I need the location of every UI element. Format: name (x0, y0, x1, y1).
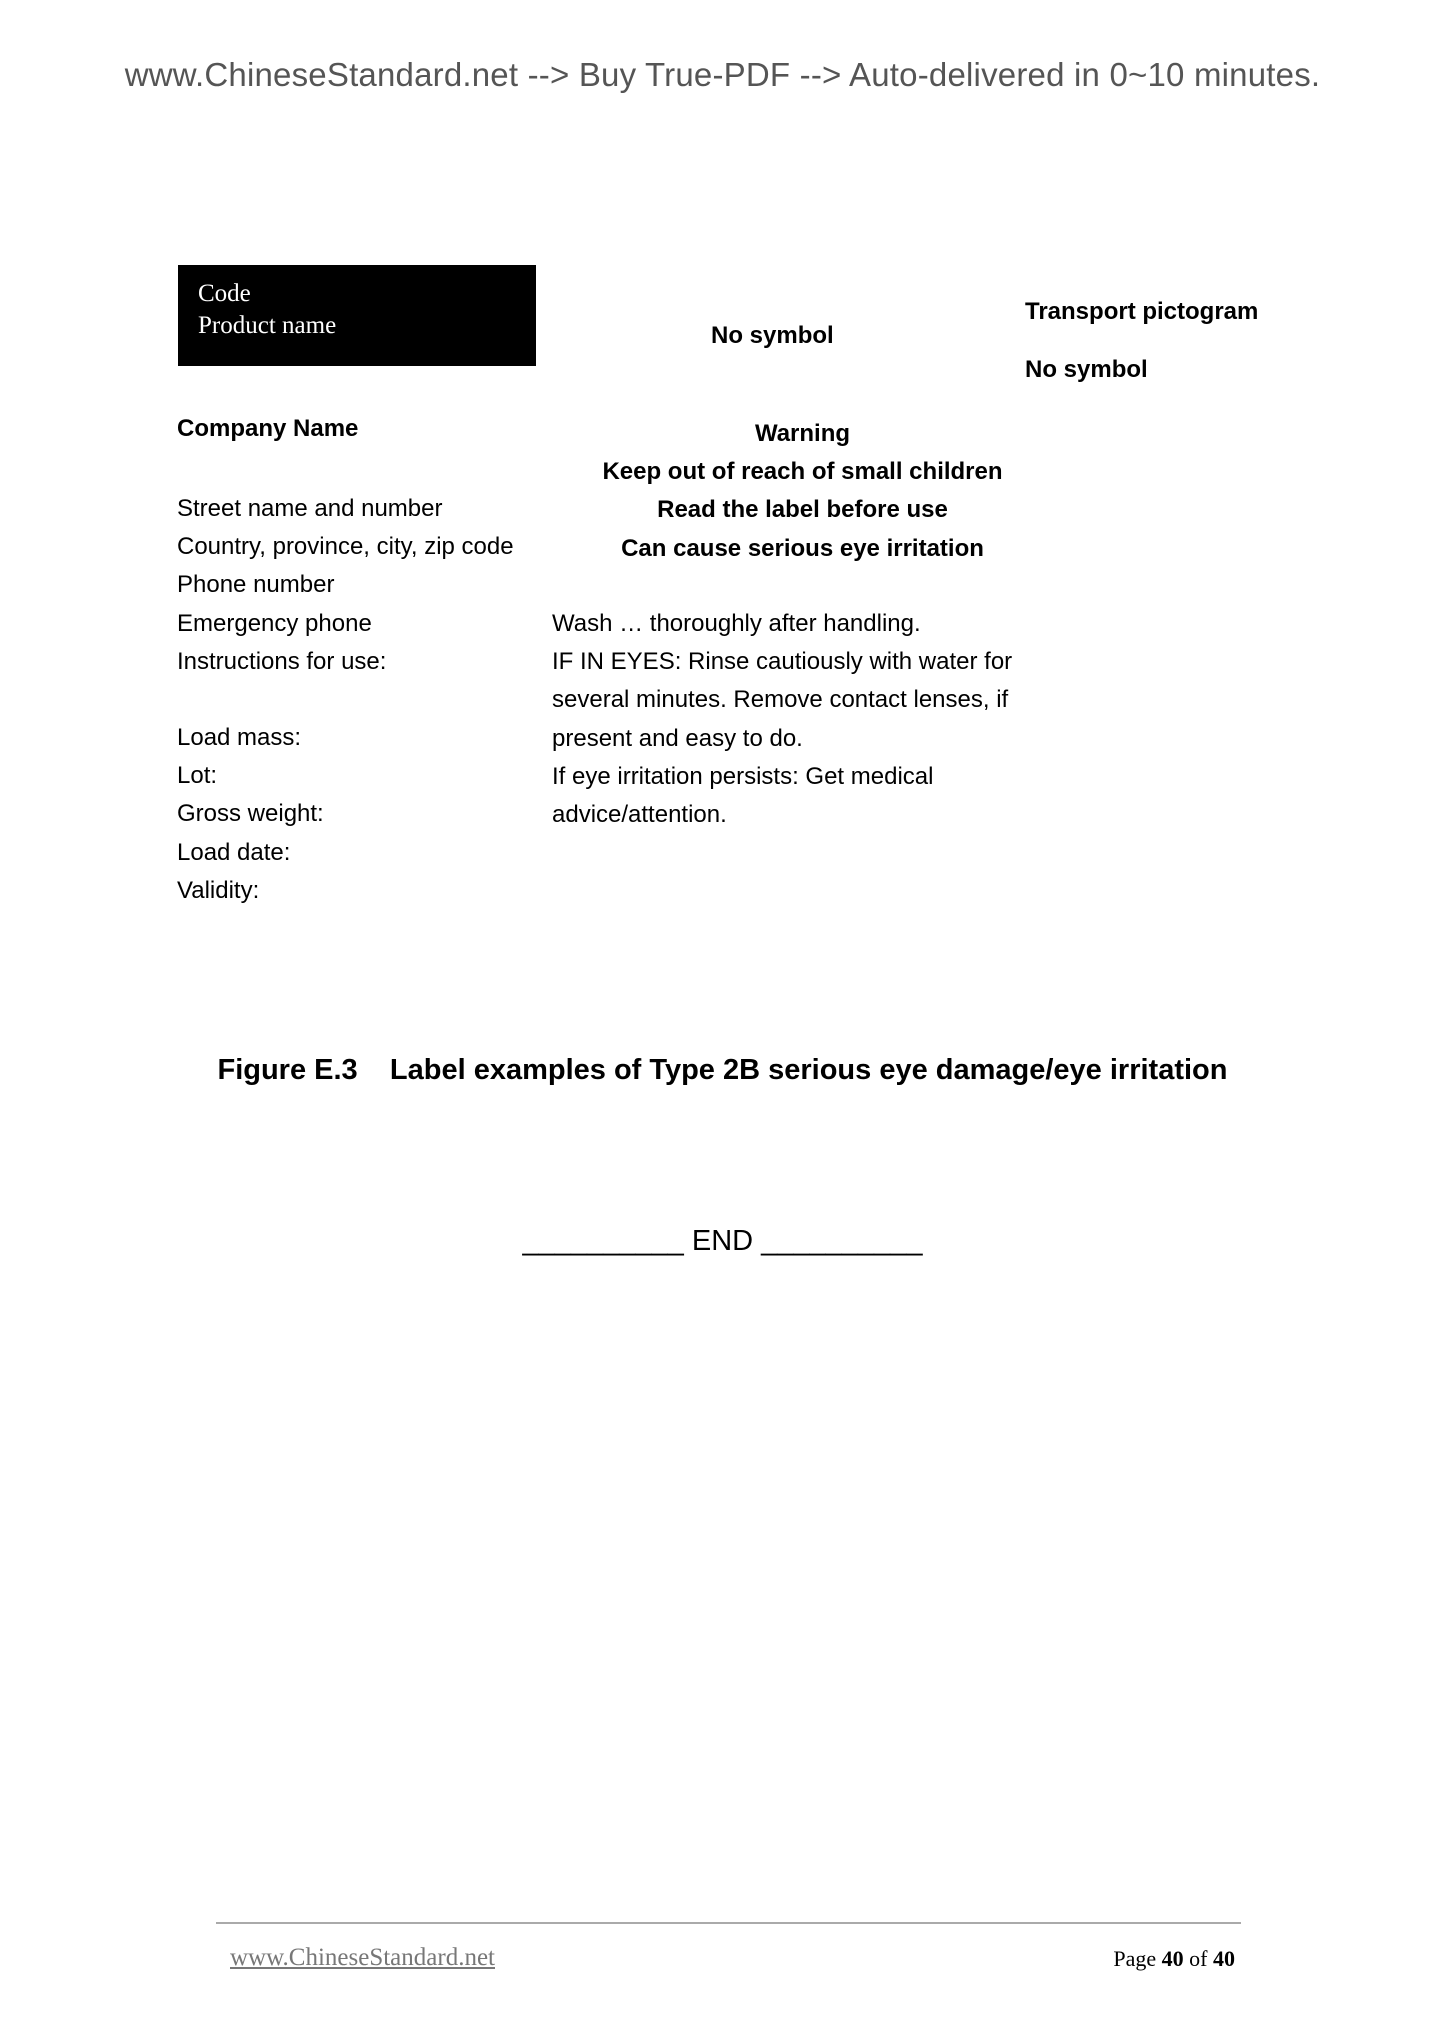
instructions-for-use: Instructions for use: (177, 647, 387, 675)
page-total: 40 (1213, 1946, 1235, 1971)
lot: Lot: (177, 762, 218, 790)
precaution-line: advice/attention. (552, 801, 727, 829)
end-marker: __________ END __________ (522, 1225, 923, 1257)
hazard-statement: Keep out of reach of small children (602, 458, 1003, 486)
page-current: 40 (1161, 1946, 1184, 1971)
page-prefix: Page (1113, 1946, 1157, 1971)
warning-block (560, 415, 1045, 568)
load-date: Load date: (177, 838, 291, 866)
signal-word: Warning (754, 420, 851, 447)
transport-symbol-placeholder: No symbol (1025, 356, 1148, 383)
company-name: Company Name (177, 415, 359, 442)
precaution-line: IF IN EYES: Rinse cautiously with water for (552, 648, 1013, 676)
precaution-line: Wash … thoroughly after handling. (552, 610, 921, 637)
validity: Validity: (177, 876, 260, 904)
page-of: of (1189, 1946, 1208, 1971)
footer-link[interactable]: www.ChineseStandard.net (230, 1944, 495, 1971)
site-header-banner: www.ChineseStandard.net --> Buy True-PDF --> Auto-delivered in 0~10 minutes. (124, 56, 1321, 93)
precaution-line: If eye irritation persists: Get medical (552, 762, 934, 790)
page-number (1060, 1946, 1235, 1972)
product-code: Code (198, 280, 251, 307)
precaution-line: present and easy to do. (552, 724, 803, 752)
company-info-block (177, 490, 514, 910)
transport-pictogram-title: Transport pictogram (1025, 298, 1259, 325)
company-emergency-phone: Emergency phone (177, 609, 372, 637)
company-phone: Phone number (177, 571, 335, 599)
hazard-statement: Can cause serious eye irritation (621, 534, 984, 562)
figure-caption: Figure E.3 Label examples of Type 2B serious eye damage/eye irritation (217, 1054, 1228, 1086)
precautionary-statements (552, 605, 1012, 834)
company-address: Country, province, city, zip code (177, 533, 514, 561)
product-name: Product name (198, 312, 337, 339)
company-street: Street name and number (177, 495, 443, 522)
spacer (177, 681, 514, 719)
precaution-line: several minutes. Remove contact lenses, if (552, 686, 1009, 714)
hazard-statement: Read the label before use (657, 496, 948, 524)
hazard-symbol-placeholder: No symbol (711, 322, 834, 349)
gross-weight: Gross weight: (177, 800, 324, 828)
footer-divider (216, 1922, 1241, 1924)
load-mass: Load mass: (177, 724, 302, 752)
product-identifier-box (178, 265, 536, 366)
